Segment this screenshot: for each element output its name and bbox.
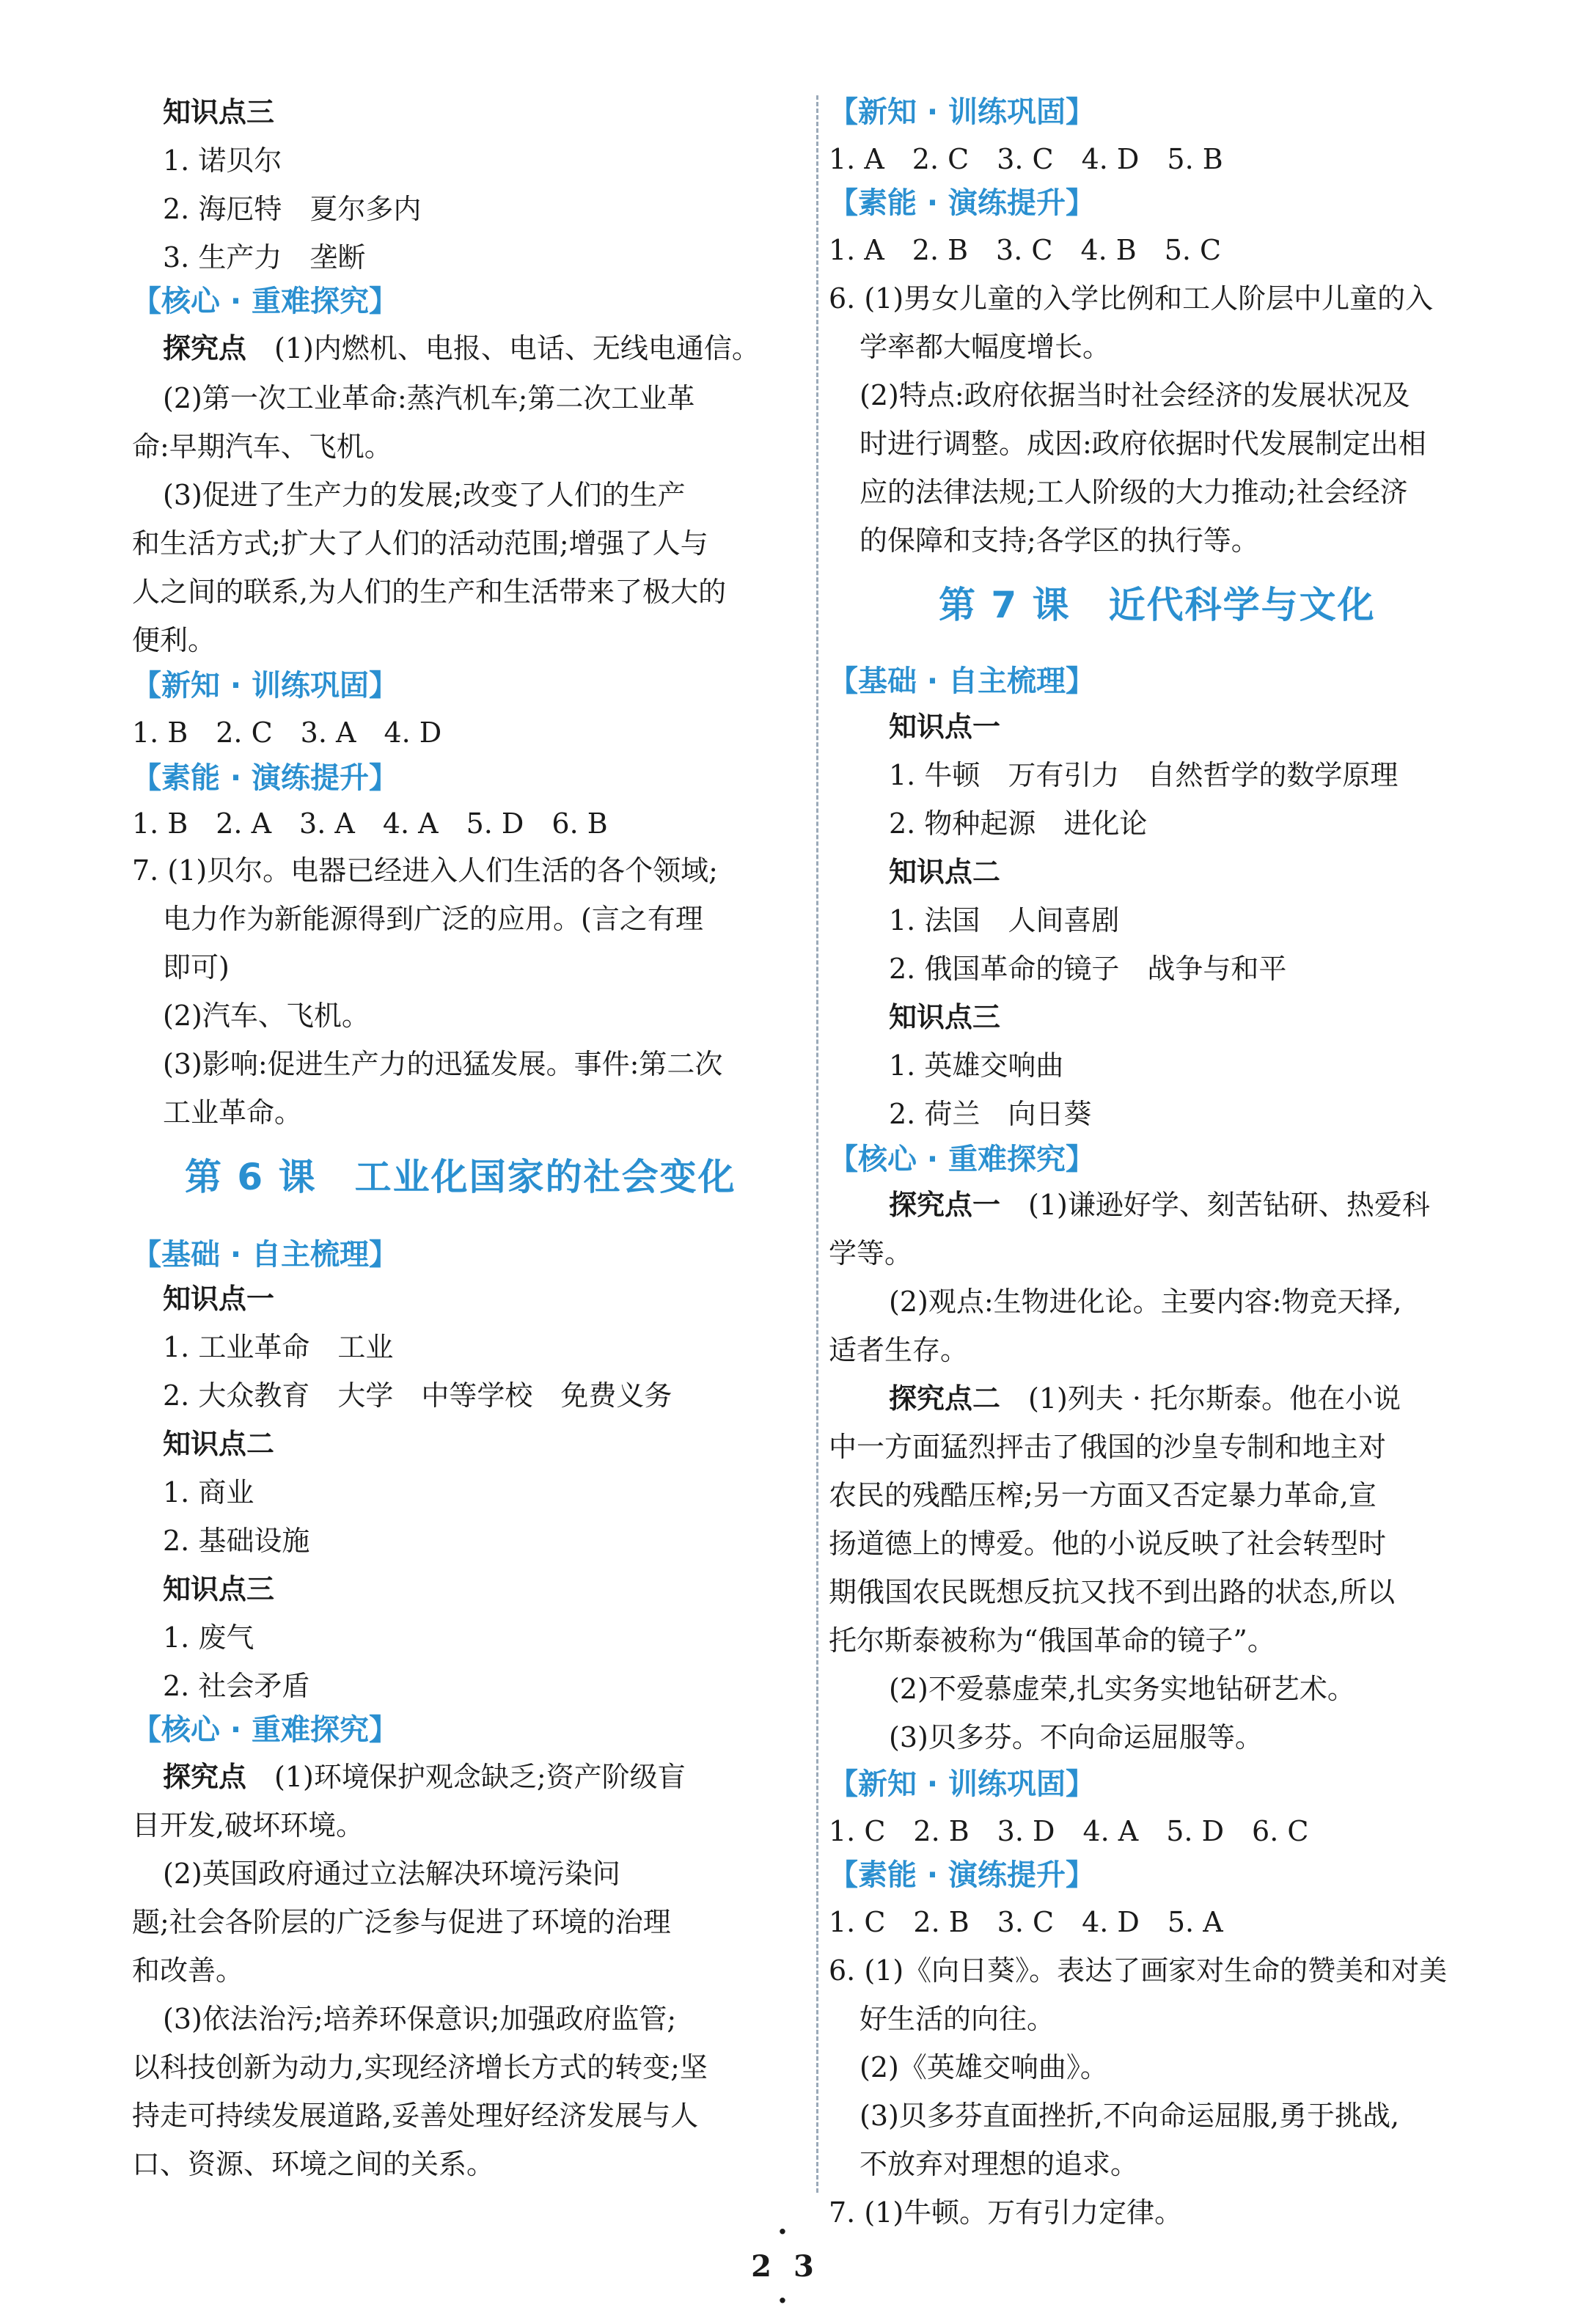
explore-point-text: (1)环境保护观念缺乏;资产阶级盲 [246,1761,686,1793]
answer-text-line: 2. 荷兰 向日葵 [889,1098,1092,1130]
lesson-title: 第 7 课 近代科学与文化 [939,584,1376,626]
answer-text-line: 题;社会各阶层的广泛参与促进了环境的治理 [132,1906,671,1938]
answer-text-line: 便利。 [132,624,216,656]
answer-text-line: (3)依法治污;培养环保意识;加强政府监管; [163,2003,677,2035]
answer-text-line: 以科技创新为动力,实现经济增长方式的转变;坚 [132,2051,708,2083]
answer-text-line: 3. 生产力 垄断 [163,241,366,274]
knowledge-point-heading: 知识点三 [889,1000,1001,1033]
page-number: · 23 · [751,2215,836,2318]
answer-text-line: 1. 废气 [163,1621,254,1654]
answer-text-line: 2. 社会矛盾 [163,1670,310,1702]
answer-text-line: 持走可持续发展道路,妥善处理好经济发展与人 [132,2100,699,2132]
knowledge-point-heading: 知识点二 [889,855,1001,888]
explore-point-label: 探究点一 [889,1188,1001,1221]
answer-text-line: 7. (1)牛顿。万有引力定律。 [829,2196,1183,2229]
answer-text-line: (2)特点:政府依据当时社会经济的发展状况及 [860,379,1410,411]
knowledge-point-heading: 知识点一 [889,710,1001,743]
section-heading: 【核心 · 重难探究】 [132,285,399,318]
answer-text-line: 应的法律法规;工人阶级的大力推动;社会经济 [860,476,1408,508]
answer-key-row: 1. A 2. C 3. C 4. D 5. B [829,143,1223,175]
answer-key-row: 1. C 2. B 3. D 4. A 5. D 6. C [829,1815,1309,1847]
answer-text-line: 即可) [163,951,230,983]
section-heading: 【新知 · 训练巩固】 [132,669,399,703]
section-heading: 【核心 · 重难探究】 [829,1143,1096,1176]
lesson-title: 第 6 课 工业化国家的社会变化 [185,1156,736,1198]
answer-text-line: 命:早期汽车、飞机。 [132,430,392,463]
section-heading: 【新知 · 训练巩固】 [829,1767,1096,1801]
answer-key-row: 1. C 2. B 3. C 4. D 5. A [829,1906,1223,1938]
answer-text-line: 1. 工业革命 工业 [163,1331,394,1363]
answer-text-line: 和生活方式;扩大了人们的活动范围;增强了人与 [132,527,708,560]
answer-text-line [889,1181,1430,1229]
knowledge-point-heading: 知识点三 [163,95,275,128]
answer-text-line: 不放弃对理想的追求。 [860,2148,1139,2180]
answer-text-line: 6. (1)《向日葵》。表达了画家对生命的赞美和对美 [829,1954,1448,1987]
answer-text-line: 工业革命。 [163,1096,303,1129]
explore-point-text: (1)谦逊好学、刻苦钻研、热爱科 [1000,1189,1430,1221]
answer-text-line: 2. 海厄特 夏尔多内 [163,193,422,225]
answer-text-line [163,1753,686,1801]
explore-point-text: (1)列夫 · 托尔斯泰。他在小说 [1000,1382,1401,1415]
answer-text-line: 2. 俄国革命的镜子 战争与和平 [889,953,1287,985]
answer-key-row: 1. B 2. A 3. A 4. A 5. D 6. B [132,807,608,840]
answer-text-line: 和改善。 [132,1954,244,1987]
explore-point-label: 探究点 [163,331,247,364]
answer-text-line [889,1374,1401,1423]
answer-text-line: 1. 法国 人间喜剧 [889,904,1120,936]
answer-text-line: (2)汽车、飞机。 [163,1000,370,1032]
answer-text-line: (3)贝多芬。不向命运屈服等。 [889,1721,1263,1753]
answer-text-line: 好生活的向往。 [860,2003,1055,2035]
section-heading: 【核心 · 重难探究】 [132,1713,399,1747]
answer-text-line: (3)促进了生产力的发展;改变了人们的生产 [163,479,686,511]
explore-point-label: 探究点二 [889,1382,1001,1415]
section-heading: 【基础 · 自主梳理】 [132,1238,399,1272]
section-heading: 【新知 · 训练巩固】 [829,95,1096,129]
answer-text-line: (2)英国政府通过立法解决环境污染问 [163,1858,620,1890]
answer-text-line: 1. 诺贝尔 [163,144,282,177]
answer-text-line: 7. (1)贝尔。电器已经进入人们生活的各个领域; [132,854,718,887]
answer-text-line: 时进行调整。成因:政府依据时代发展制定出相 [860,428,1426,460]
answer-text-line: 1. 商业 [163,1476,254,1509]
answer-text-line: 6. (1)男女儿童的入学比例和工人阶层中儿童的入 [829,282,1434,315]
answer-text-line: 适者生存。 [829,1334,969,1366]
section-heading: 【素能 · 演练提升】 [829,186,1096,220]
answer-text-line: (3)贝多芬直面挫折,不向命运屈服,勇于挑战, [860,2100,1400,2132]
answer-text-line: (2)观点:生物进化论。主要内容:物竞天择, [889,1286,1402,1318]
answer-text-line [163,324,760,373]
answer-key-row: 1. A 2. B 3. C 4. B 5. C [829,234,1222,266]
answer-text-line: 人之间的联系,为人们的生产和生活带来了极大的 [132,576,727,608]
answer-text-line: 扬道德上的博爱。他的小说反映了社会转型时 [829,1528,1387,1560]
section-heading: 【素能 · 演练提升】 [132,761,399,795]
answer-text-line: 中一方面猛烈抨击了俄国的沙皇专制和地主对 [829,1431,1387,1463]
answer-text-line: 学率都大幅度增长。 [860,331,1111,363]
column-divider [816,95,818,2193]
explore-point-label: 探究点 [163,1760,247,1793]
section-heading: 【基础 · 自主梳理】 [829,664,1096,698]
section-heading: 【素能 · 演练提升】 [829,1858,1096,1892]
answer-text-line: 电力作为新能源得到广泛的应用。(言之有理 [163,903,703,935]
answer-text-line: 的保障和支持;各学区的执行等。 [860,524,1259,557]
answer-text-line: 2. 大众教育 大学 中等学校 免费义务 [163,1379,672,1412]
explore-point-text: (1)内燃机、电报、电话、无线电通信。 [246,332,760,364]
answer-text-line: 托尔斯泰被称为“俄国革命的镜子”。 [829,1624,1275,1657]
answer-text-line: 目开发,破坏环境。 [132,1809,364,1841]
answer-text-line: (2)《英雄交响曲》。 [860,2051,1108,2083]
knowledge-point-heading: 知识点一 [163,1282,275,1315]
answer-text-line: 期俄国农民既想反抗又找不到出路的状态,所以 [829,1576,1396,1608]
answer-key-row: 1. B 2. C 3. A 4. D [132,716,442,749]
answer-text-line: 2. 基础设施 [163,1525,310,1557]
answer-text-line: 口、资源、环境之间的关系。 [132,2148,495,2180]
answer-text-line: 2. 物种起源 进化论 [889,807,1148,840]
knowledge-point-heading: 知识点三 [163,1572,275,1605]
answer-text-line: (2)第一次工业革命:蒸汽机车;第二次工业革 [163,382,695,414]
answer-text-line: 农民的残酷压榨;另一方面又否定暴力革命,宣 [829,1479,1377,1511]
knowledge-point-heading: 知识点二 [163,1427,275,1460]
answer-text-line: (3)影响:促进生产力的迅猛发展。事件:第二次 [163,1048,723,1080]
answer-text-line: (2)不爱慕虚荣,扎实务实地钻研艺术。 [889,1673,1355,1705]
answer-text-line: 1. 牛顿 万有引力 自然哲学的数学原理 [889,759,1399,791]
answer-text-line: 学等。 [829,1237,913,1269]
answer-text-line: 1. 英雄交响曲 [889,1049,1064,1082]
